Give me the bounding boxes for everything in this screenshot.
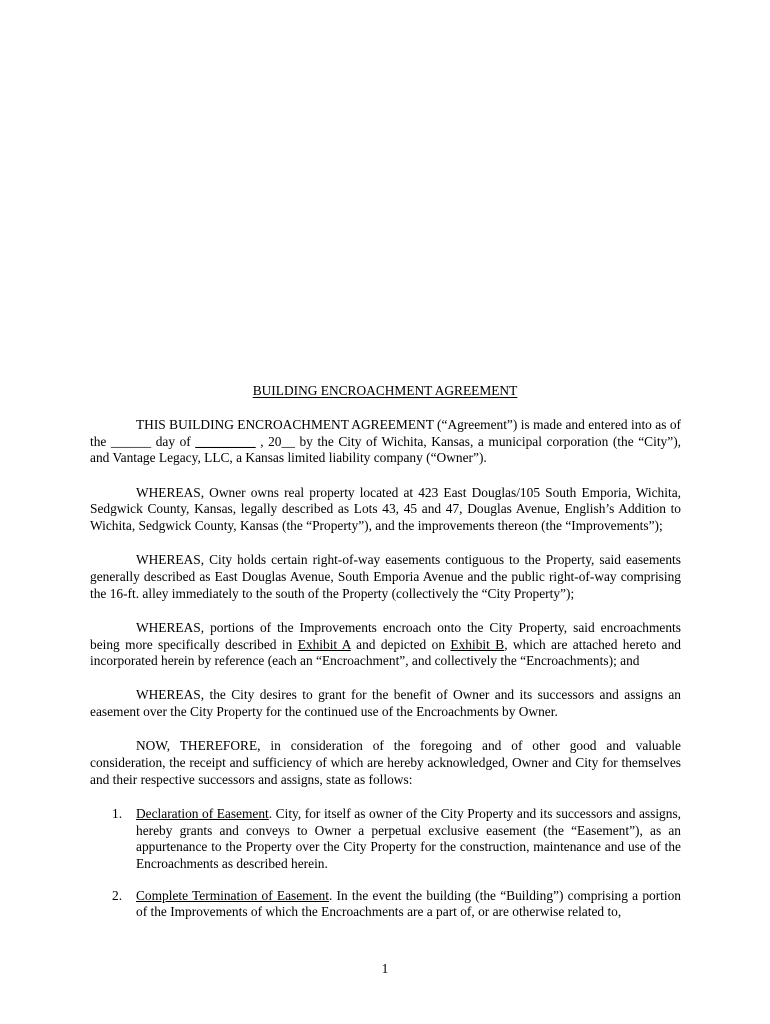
section-1-text: . City, for itself as owner of the City Property and its successors and assigns, hereby grants and conveys to Owner a perpetual exclusive easement (the “Easement”), as an appurtenance to the Property over the City Property for the construction, maintenance and use of the Encroachments as described herein. (136, 805, 682, 872)
section-1 (90, 806, 681, 873)
intro-year-part: , 20__ by the City of Wichita, Kansas, a municipal corporation (the “City”), and Vantage Legacy, LLC, a Kansas limited liability company (“Owner”). (90, 433, 681, 466)
section-2-number: 2. (112, 887, 123, 903)
document-body (90, 417, 681, 936)
whereas-paragraph-4: WHEREAS, the City desires to grant for the benefit of Owner and its successors and assigns an easement over the City Property for the continued use of the Encroachments by Owner. (90, 687, 681, 720)
intro-paragraph (90, 417, 681, 467)
section-2-heading: Complete Termination of Easement (136, 887, 329, 903)
exhibit-b-reference: Exhibit B (450, 636, 505, 652)
intro-month-blank: _________ (195, 433, 256, 449)
document-title: BUILDING ENCROACHMENT AGREEMENT (252, 383, 518, 398)
whereas-3-part1: WHEREAS, portions of the Improvements encroach onto the City Property, said encroachments being more specifically described in (90, 619, 681, 652)
intro-lead: THIS BUILDING ENCROACHMENT AGREEMENT (“Agreement”) is made and entered into as of the ______ day of (90, 417, 681, 449)
section-1-heading: Declaration of Easement (136, 805, 269, 821)
exhibit-a-reference: Exhibit A (297, 636, 351, 652)
whereas-3-part3: , which are attached hereto and incorporated herein by reference (each an “Encroachment”, and collectively the “Encroachments); and (90, 636, 681, 669)
whereas-paragraph-3 (90, 620, 681, 670)
now-therefore-paragraph: NOW, THEREFORE, in consideration of the foregoing and of other good and valuable consideration, the receipt and sufficiency of which are hereby acknowledged, Owner and City for themselves and their respective successors and assigns, state as follows: (90, 738, 681, 787)
page-number: 1 (381, 961, 389, 976)
section-2-text: . In the event the building (the “Building”) comprising a portion of the Improvements of which the Encroachments are a part of, or are otherwise related to, (136, 887, 682, 920)
section-2 (90, 888, 681, 921)
whereas-paragraph-2: WHEREAS, City holds certain right-of-way easements contiguous to the Property, said easements generally described as East Douglas Avenue, South Emporia Avenue and the public right-of-way comprising the 16-ft. alley immediately to the south of the Property (collectively the “City Property”); (90, 552, 681, 601)
sections-list (90, 806, 681, 921)
section-1-number: 1. (112, 805, 123, 821)
whereas-paragraph-1: WHEREAS, Owner owns real property located at 423 East Douglas/105 South Emporia, Wichita, Sedgwick County, Kansas, legally described as Lots 43, 45 and 47, Douglas Avenue, English’s Addition to Wichita, Sedgwick County, Kansas (the “Property”), and the improvements thereon (the “Improvements”); (90, 484, 681, 534)
whereas-3-part2: and depicted on (350, 636, 451, 652)
